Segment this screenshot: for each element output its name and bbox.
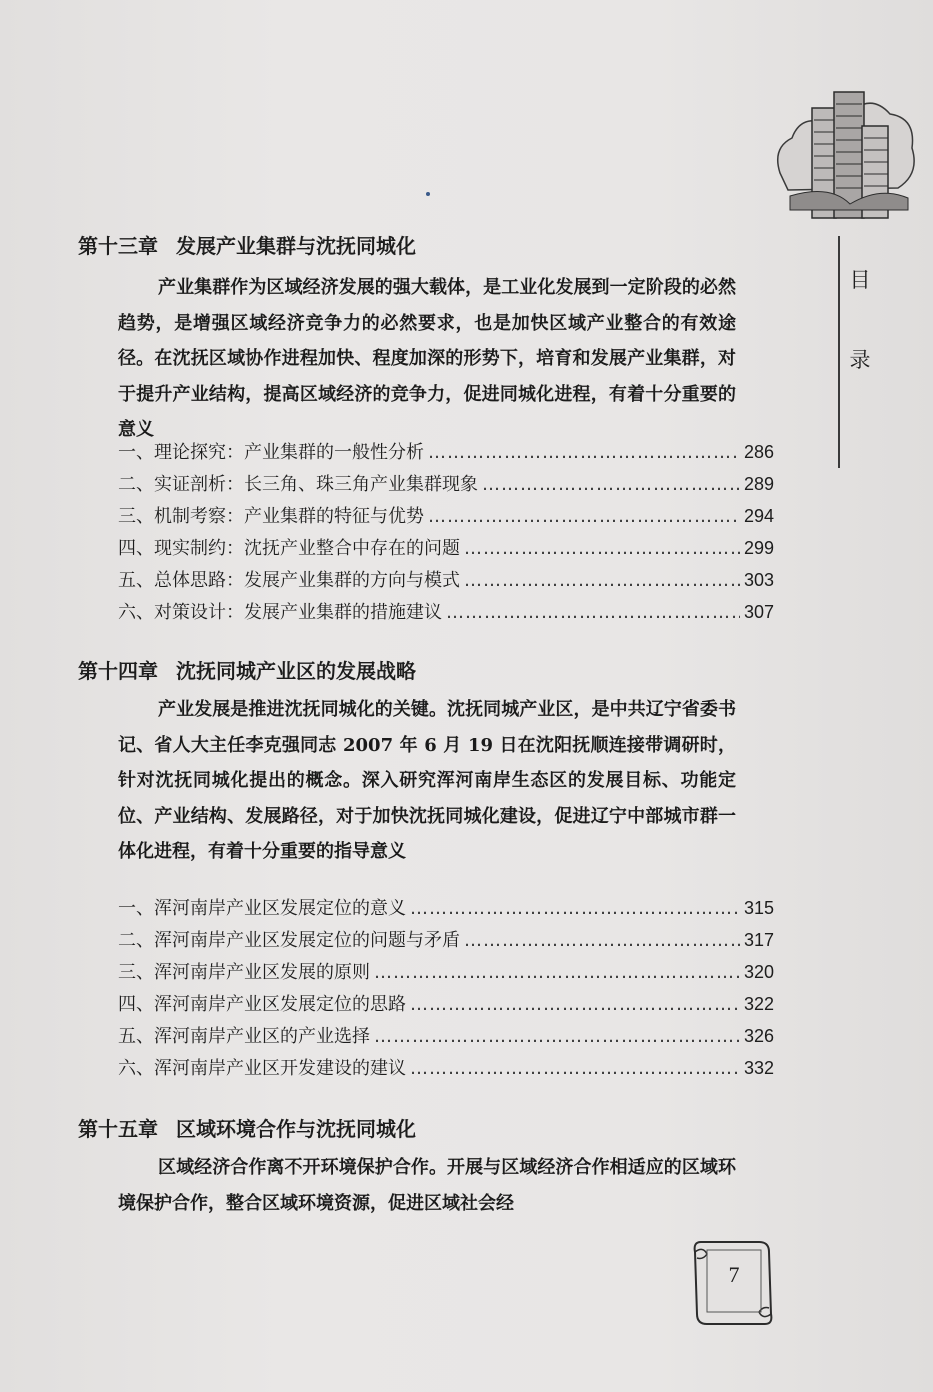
side-title-char: 录 [849, 348, 871, 372]
chapter-title: 发展产业集群与沈抚同城化 [176, 234, 416, 258]
toc-entry[interactable] [118, 990, 774, 1016]
toc-entry-label: 六、对策设计：发展产业集群的措施建议 [118, 602, 442, 623]
toc-entry[interactable] [118, 502, 774, 528]
toc-entry-page: 294 [743, 506, 774, 526]
toc-entry-page: 307 [743, 602, 774, 622]
toc-entry[interactable] [118, 958, 774, 984]
toc-entry[interactable] [118, 534, 774, 560]
side-title [846, 240, 874, 400]
building-logo-icon [770, 78, 920, 238]
toc-leader [464, 570, 740, 591]
toc-entry[interactable] [118, 438, 774, 464]
page-number: 7 [728, 1262, 740, 1287]
toc-entry-label: 三、机制考察：产业集群的特征与优势 [118, 506, 424, 527]
toc-entry[interactable] [118, 470, 774, 496]
toc-entry[interactable] [118, 926, 774, 952]
toc-leader [464, 538, 740, 559]
toc-entry-label: 二、浑河南岸产业区发展定位的问题与矛盾 [118, 930, 460, 951]
toc-entry-page: 289 [743, 474, 774, 494]
toc-entry-label: 四、浑河南岸产业区发展定位的思路 [118, 994, 406, 1015]
toc-leader [410, 1058, 740, 1079]
toc-leader [446, 602, 740, 623]
toc-leader [374, 1026, 740, 1047]
toc-entry[interactable] [118, 1022, 774, 1048]
toc-entry-page: 303 [743, 570, 774, 590]
toc-entry-label: 三、浑河南岸产业区发展的原则 [118, 962, 370, 983]
chapter-number: 第十五章 [78, 1117, 158, 1141]
chapter-intro: 产业集群作为区域经济发展的强大载体，是工业化发展到一定阶段的必然趋势，是增强区域经济竞争力的必然要求，也是加快区域产业整合的有效途径。在沈抚区域协作进程加快、程度加深的形势下，培育和发展产业集群，对于提升产业结构，提高区域经济的竞争力，促进同城化进程，有着十分重要的意义 [118, 277, 736, 441]
toc-entry-page: 326 [743, 1026, 774, 1046]
toc-entry-label: 四、现实制约：沈抚产业整合中存在的问题 [118, 538, 460, 559]
toc-leader [428, 506, 740, 527]
chapter-intro: 区域经济合作离不开环境保护合作。开展与区域经济合作相适应的区域环境保护合作，整合区域环境资源，促进区域社会经 [118, 1157, 736, 1214]
toc-entry[interactable] [118, 1054, 774, 1080]
toc-entry-page: 332 [743, 1058, 774, 1078]
toc-leader [410, 994, 740, 1015]
chapter-number: 第十四章 [78, 659, 158, 683]
side-rule [838, 236, 840, 468]
toc-entry-page: 317 [743, 930, 774, 950]
decorative-dot [426, 192, 430, 196]
toc-entry[interactable] [118, 598, 774, 624]
chapter-heading [78, 655, 416, 684]
toc-leader [482, 474, 740, 495]
chapter-title: 沈抚同城产业区的发展战略 [176, 659, 416, 683]
toc-entry-page: 315 [743, 898, 774, 918]
toc-entry[interactable] [118, 894, 774, 920]
toc-leader [428, 442, 740, 463]
toc-entry-label: 二、实证剖析：长三角、珠三角产业集群现象 [118, 474, 478, 495]
toc-entry-label: 一、浑河南岸产业区发展定位的意义 [118, 898, 406, 919]
toc-entry-page: 322 [743, 994, 774, 1014]
chapter-number: 第十三章 [78, 234, 158, 258]
toc-leader [464, 930, 740, 951]
toc-entry-label: 六、浑河南岸产业区开发建设的建议 [118, 1058, 406, 1079]
chapter-title: 区域环境合作与沈抚同城化 [176, 1117, 416, 1141]
toc-entry-page: 286 [743, 442, 774, 462]
toc-entry-page: 299 [743, 538, 774, 558]
chapter-heading [78, 230, 416, 259]
toc-entry[interactable] [118, 566, 774, 592]
side-title-char: 目 [849, 268, 871, 292]
toc-entry-label: 一、理论探究：产业集群的一般性分析 [118, 442, 424, 463]
toc-entry-label: 五、浑河南岸产业区的产业选择 [118, 1026, 370, 1047]
chapter-intro: 产业发展是推进沈抚同城化的关键。沈抚同城产业区，是中共辽宁省委书记、省人大主任李克强同志 2007 年 6 月 19 日在沈阳抚顺连接带调研时，针对沈抚同城化提出的概念。深入研究浑河南岸生态区的发展目标、功能定位、产业结构、发展路径，对于加快沈抚同城化建设，促进辽宁中部城市群一体化进程，有着十分重要的指导意义 [118, 699, 736, 863]
chapter-heading [78, 1113, 416, 1142]
toc-leader [374, 962, 740, 983]
toc-leader [410, 898, 740, 919]
toc-entry-page: 320 [743, 962, 774, 982]
toc-entry-label: 五、总体思路：发展产业集群的方向与模式 [118, 570, 460, 591]
